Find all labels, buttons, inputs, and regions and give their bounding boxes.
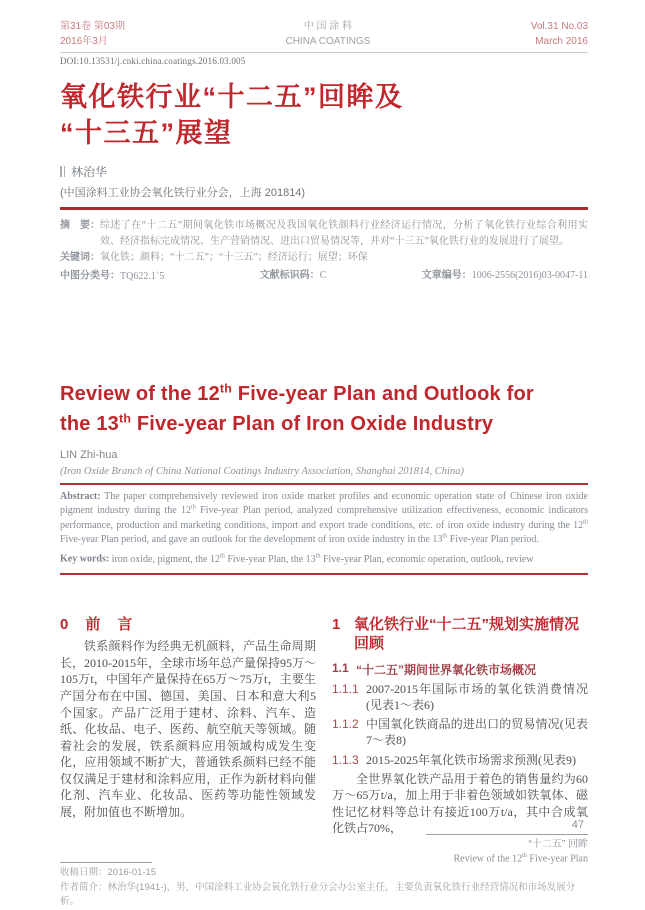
item-number: 1.1.3: [332, 752, 359, 767]
doi-line: DOI:10.13531/j.cnki.china.coatings.2016.03.005: [60, 56, 246, 66]
journal-name-en: CHINA COATINGS: [285, 35, 371, 47]
keywords-text-cn: 氧化铁；颜料；“十二五”；“十三五”；经济运行；展望；环保: [100, 252, 368, 264]
journal-header: [60, 20, 588, 49]
page-footer: [426, 819, 588, 866]
issue-volume-cn: 第31卷 第03期: [60, 21, 126, 32]
issue-info-en: [531, 20, 588, 49]
article-meta-row: [60, 268, 588, 284]
list-item: [332, 716, 588, 748]
header-divider: [60, 52, 588, 53]
clc-value: TQ622.1+5: [120, 269, 165, 282]
affiliation-cn: (中国涂料工业协会氧化铁行业分会，上海 201814): [60, 187, 306, 200]
author-name-en: LIN Zhi-hua: [60, 448, 118, 461]
english-abstract: [60, 490, 588, 548]
journal-name: [285, 20, 370, 49]
abstract-label-cn: 摘 要：: [60, 220, 100, 232]
article-number-value: 1006-2556(2016)03-0047-11: [471, 270, 588, 282]
section-1-1-number: 1.1: [332, 660, 349, 675]
article-title-en-line2: the 13th Five-year Plan of Iron Oxide Industry: [60, 410, 494, 435]
article-title-en-line1: Review of the 12th Five-year Plan and Outlook for: [60, 380, 534, 405]
section-1-paragraph: 全世界氧化铁产品用于着色的销售量约为60万～65万t/a，加上用于非着色领域如铁氧体、磁性记忆材料等总计有接近100万t/a，其中合成氧化铁占70%，: [332, 771, 588, 836]
item-number: 1.1.1: [332, 681, 359, 696]
item-text: 2015-2025年氧化铁市场需求预测(见表9): [366, 752, 576, 767]
english-keywords-text: iron oxide, pigment, the 12th Five-year Plan, the 13th Five-year Plan, economic operation, outlook, review: [109, 552, 534, 565]
english-keywords: [60, 552, 588, 567]
author-marker-icon: [60, 166, 65, 177]
section-1-title: 氧化铁行业“十二五”规划实施情况回顾: [354, 615, 580, 653]
section-1-1-heading: [332, 661, 588, 678]
footnote-separator: [60, 862, 152, 863]
issue-volume-en: Vol.31 No.03: [530, 21, 588, 32]
english-abstract-top-rule: [60, 483, 588, 485]
author-name-cn: 林治华: [71, 165, 108, 180]
author-bio-line: 作者简介：林治华(1941-)，男，中国涂料工业协会氧化铁行业分会办公室主任，主要负责氧化铁行业经营情况和市场发展分析。: [60, 881, 576, 908]
article-title-cn-line2: “十三五”展望: [60, 117, 233, 148]
running-title-en: Review of the 12th Five-year Plan: [453, 851, 588, 864]
page-number: 47: [571, 818, 584, 831]
footer-divider: [426, 834, 588, 835]
document-code: 文献标识码：C: [259, 270, 327, 282]
english-abstract-label: Abstract:: [60, 490, 101, 502]
article-title-cn: [60, 80, 588, 151]
section-0-paragraph: 铁系颜料作为经典无机颜料，产品生命周期长，2010-2015年，全球市场年总产量保持95万～105万t，中国年产量保持在65万～75万t，主要生产国分布在中国、德国、美国、日本和意大利5个国家。产品广泛用于建材、涂料、汽车、造纸、化妆品、电子、医药、航空航天等领域。随着社会的发展，铁系颜料应用领域构成发生变化，应用领域不断扩大，普通铁系颜料已经不能仅仅满足于建材和涂料应用，正作为新材料向催化剂、汽车业、化妆品、医药等功能性领域发展，附加值也不断增加。: [60, 639, 316, 819]
clc-number: 中图分类号：TQ622.1+5: [60, 269, 165, 282]
section-1-1-title: “十二五”期间世界氧化铁市场概况: [356, 662, 537, 677]
received-date-line: 收稿日期：2016-01-15: [60, 866, 157, 878]
list-item: [332, 681, 588, 713]
abstract-text-cn: 综述了在“十二五”期间氧化铁市场概况及我国氧化铁颜料行业经济运行情况，分析了氧化铁行业综合利用实效、经济指标完成情况、生产营销情况、进出口贸易情况等，并对“十三五”氧化铁行业的发展进行了展望。: [100, 220, 588, 248]
section-1-number: 1: [332, 615, 341, 633]
issue-info-cn: [60, 20, 125, 49]
article-title-cn-line1: 氧化铁行业“十二五”回眸及: [60, 82, 404, 112]
issue-date-cn: 2016年3月: [60, 35, 108, 47]
document-code-value: C: [319, 270, 327, 282]
footnote-block: [60, 862, 588, 910]
left-column: [60, 615, 316, 849]
item-text: 中国氧化铁商品的进出口的贸易情况(见表7～表8): [366, 717, 588, 748]
section-1-heading: [332, 615, 588, 654]
abstract-top-rule: [60, 207, 588, 210]
item-number: 1.1.2: [332, 717, 359, 732]
abstract-row-cn: [60, 218, 588, 250]
english-abstract-bottom-rule: [60, 573, 588, 575]
article-number: 文章编号：1006-2556(2016)03-0047-11: [421, 270, 588, 282]
english-keywords-label: Key words:: [60, 553, 110, 565]
english-abstract-text: The paper comprehensively reviewed iron oxide market profiles and economic operation state of Chinese iron oxide pigment industry during the 12th Five-year Plan period, analyzed comprehensive utilization effectiveness, economic indicators performance, production and marketing conditions, import and export trade conditions, etc. of iron oxide industry during the 12th Five-year Plan period, and gave an outlook for the development of iron oxide industry in the 13th Five-year Plan period.: [60, 490, 588, 546]
affiliation-en: (Iron Oxide Branch of China National Coatings Industry Association, Shanghai 201814, China): [60, 465, 464, 477]
author-row: [60, 163, 588, 180]
item-text: 2007-2015年国际市场的氧化铁消费情况(见表1～表6): [366, 681, 588, 713]
received-date-value: 2016-01-15: [107, 866, 157, 878]
issue-date-en: March 2016: [535, 35, 588, 47]
keywords-label-cn: 关键词：: [60, 252, 100, 264]
right-column: [332, 615, 588, 849]
author-bio-value: 林治华(1941-)，男，中国涂料工业协会氧化铁行业分会办公室主任，主要负责氧化铁行业经营情况和市场发展分析。: [60, 881, 576, 908]
running-title-cn: “十二五” 回眸: [528, 838, 588, 850]
abstract-block-cn: [60, 218, 588, 284]
keywords-row-cn: [60, 250, 588, 266]
list-item: [332, 752, 588, 768]
article-title-en: [60, 379, 588, 439]
english-section: [60, 379, 588, 575]
journal-name-cn: 中 国 涂 料: [303, 21, 353, 32]
section-0-heading: 0 前 言: [60, 615, 134, 633]
body-columns: [60, 615, 588, 849]
